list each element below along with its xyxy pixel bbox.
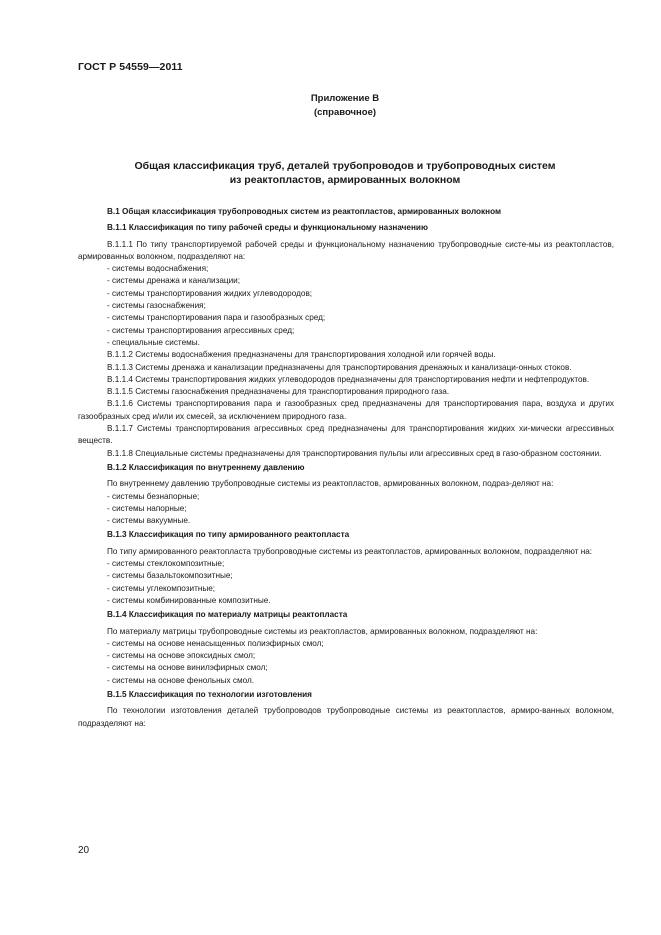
list-item: - системы комбинированные композитные. [107, 595, 271, 605]
document-code: ГОСТ Р 54559—2011 [78, 61, 183, 73]
document-body [78, 204, 614, 730]
list-item: - системы напорные; [107, 503, 187, 513]
paragraph: В.1.1.7 Системы транспортирования агрессивных сред предназначены для транспортирования жидких хи-мически агрессивных веществ. [78, 424, 614, 446]
paragraph: В.1.1.3 Системы дренажа и канализации предназначены для транспортирования дренажных и канализаци-онных стоков. [107, 362, 572, 372]
list-item: - системы на основе ненасыщенных полиэфирных смол; [107, 638, 324, 648]
subsection-heading: В.1.1 Классификация по типу рабочей среды и функциональному назначению [107, 223, 428, 233]
list-item: - системы транспортирования жидких углеводородов; [107, 288, 313, 298]
paragraph: По внутреннему давлению трубопроводные системы из реактопластов, армированных волокном, подраз-деляют на: [107, 479, 554, 489]
list-item: - системы углекомпозитные; [107, 583, 216, 593]
subsection-heading: В.1.3 Классификация по типу армированного реактопласта [107, 530, 350, 540]
list-item: - системы на основе фенольных смол. [107, 675, 255, 685]
paragraph: В.1.1.4 Системы транспортирования жидких углеводородов предназначены для транспортирования нефти и нефтепродуктов. [107, 374, 590, 384]
list-item: - системы безнапорные; [107, 491, 200, 501]
list-item: - системы на основе эпоксидных смол; [107, 651, 256, 661]
page-title-line-2: из реактопластов, армированных волокном [229, 174, 461, 186]
section-heading: В.1 Общая классификация трубопроводных систем из реактопластов, армированных волокном [107, 207, 502, 216]
list-item: - системы дренажа и канализации; [107, 276, 241, 286]
paragraph: В.1.1.5 Системы газоснабжения предназначены для транспортирования природного газа. [107, 387, 450, 397]
paragraph: В.1.1.6 Системы транспортирования пара и газообразных сред предназначены для транспортирования пара, воздуха и других газообразных сред и/или их смесей, за исключением природного газа. [78, 399, 614, 421]
paragraph: По материалу матрицы трубопроводные системы из реактопластов, армированных волокном, подразделяют на: [107, 626, 538, 636]
paragraph: По технологии изготовления деталей трубопроводов трубопроводные системы из реактопластов, армиро-ванных волокном, подразделяют на: [78, 706, 614, 728]
appendix-title: Приложение В [310, 93, 380, 104]
page-title-line-1: Общая классификация труб, деталей трубопроводов и трубопроводных систем [134, 160, 556, 172]
list-item: - системы на основе винилэфирных смол; [107, 663, 268, 673]
subsection-heading: В.1.2 Классификация по внутреннему давлению [107, 462, 305, 472]
list-item: - системы транспортирования пара и газообразных сред; [107, 313, 326, 323]
list-item: - специальные системы. [107, 337, 200, 347]
appendix-label [290, 92, 400, 120]
paragraph: По типу армированного реактопласта трубопроводные системы из реактопластов, армированных волокном, подразделяют на: [107, 546, 593, 556]
paragraph: В.1.1.1 По типу транспортируемой рабочей среды и функциональному назначению трубопроводные систе-мы из реактопластов, армированных волокном, подразделяют на: [78, 239, 614, 261]
list-item: - системы вакуумные. [107, 516, 191, 526]
list-item: - системы водоснабжения; [107, 264, 209, 274]
list-item: - системы базальтокомпозитные; [107, 571, 233, 581]
page-number: 20 [78, 845, 90, 856]
subsection-heading: В.1.4 Классификация по материалу матрицы реактопласта [107, 610, 348, 620]
list-item: - системы транспортирования агрессивных сред; [107, 325, 295, 335]
page-title [90, 159, 600, 187]
paragraph: В.1.1.2 Системы водоснабжения предназначены для транспортирования холодной или горячей воды. [107, 350, 496, 360]
list-item: - системы стеклокомпозитные; [107, 559, 225, 569]
subsection-heading: В.1.5 Классификация по технологии изготовления [107, 689, 312, 699]
appendix-type: (справочное) [313, 107, 377, 118]
paragraph: В.1.1.8 Специальные системы предназначены для транспортирования пульпы или агрессивных сред в газо-образном состоянии. [107, 448, 602, 458]
list-item: - системы газоснабжения; [107, 301, 206, 311]
